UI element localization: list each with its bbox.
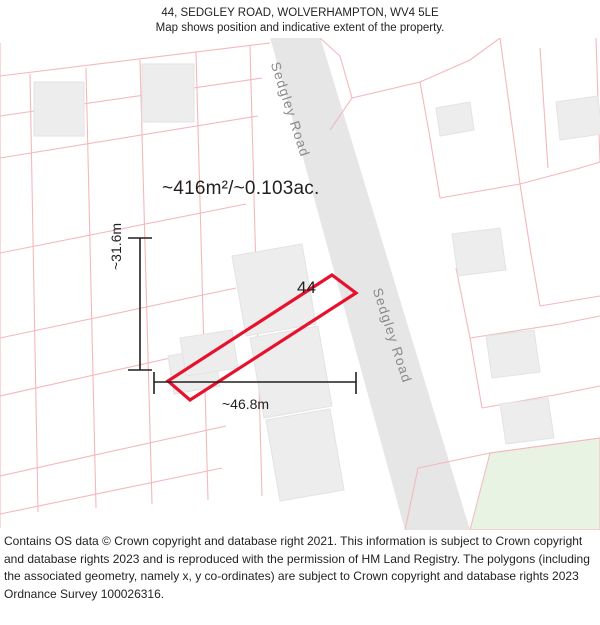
road-label-sedgley-road-lower: Sedgley Road — [369, 286, 415, 385]
plot-number-label: 44 — [297, 278, 316, 297]
page-subtitle: Map shows position and indicative extent of the property. — [155, 22, 445, 34]
copyright-notice: Contains OS data © Crown copyright and database right 2021. This information is subject to Crown copyright and database rights 2023 and is reproduced with the permission of HM Land Registry. The polygons (including the associated geometry, namely x, y co-ordinates) are subject to Crown copyright and database rights 2023 Ordnance Survey 100026316. — [4, 534, 590, 601]
vertical-dimension-label: ~31.6m — [108, 222, 124, 270]
green-space-polygon — [470, 438, 600, 530]
map-header — [0, 0, 600, 36]
page-title: 44, SEDGLEY ROAD, WOLVERHAMPTON, WV4 5LE — [161, 7, 439, 19]
map-canvas[interactable] — [0, 38, 600, 530]
vertical-dimension-line — [128, 238, 152, 370]
road-label-sedgley-road-upper: Sedgley Road — [267, 60, 313, 159]
area-label: ~416m²/~0.103ac. — [162, 178, 320, 199]
horizontal-dimension-label: ~46.8m — [222, 396, 270, 412]
